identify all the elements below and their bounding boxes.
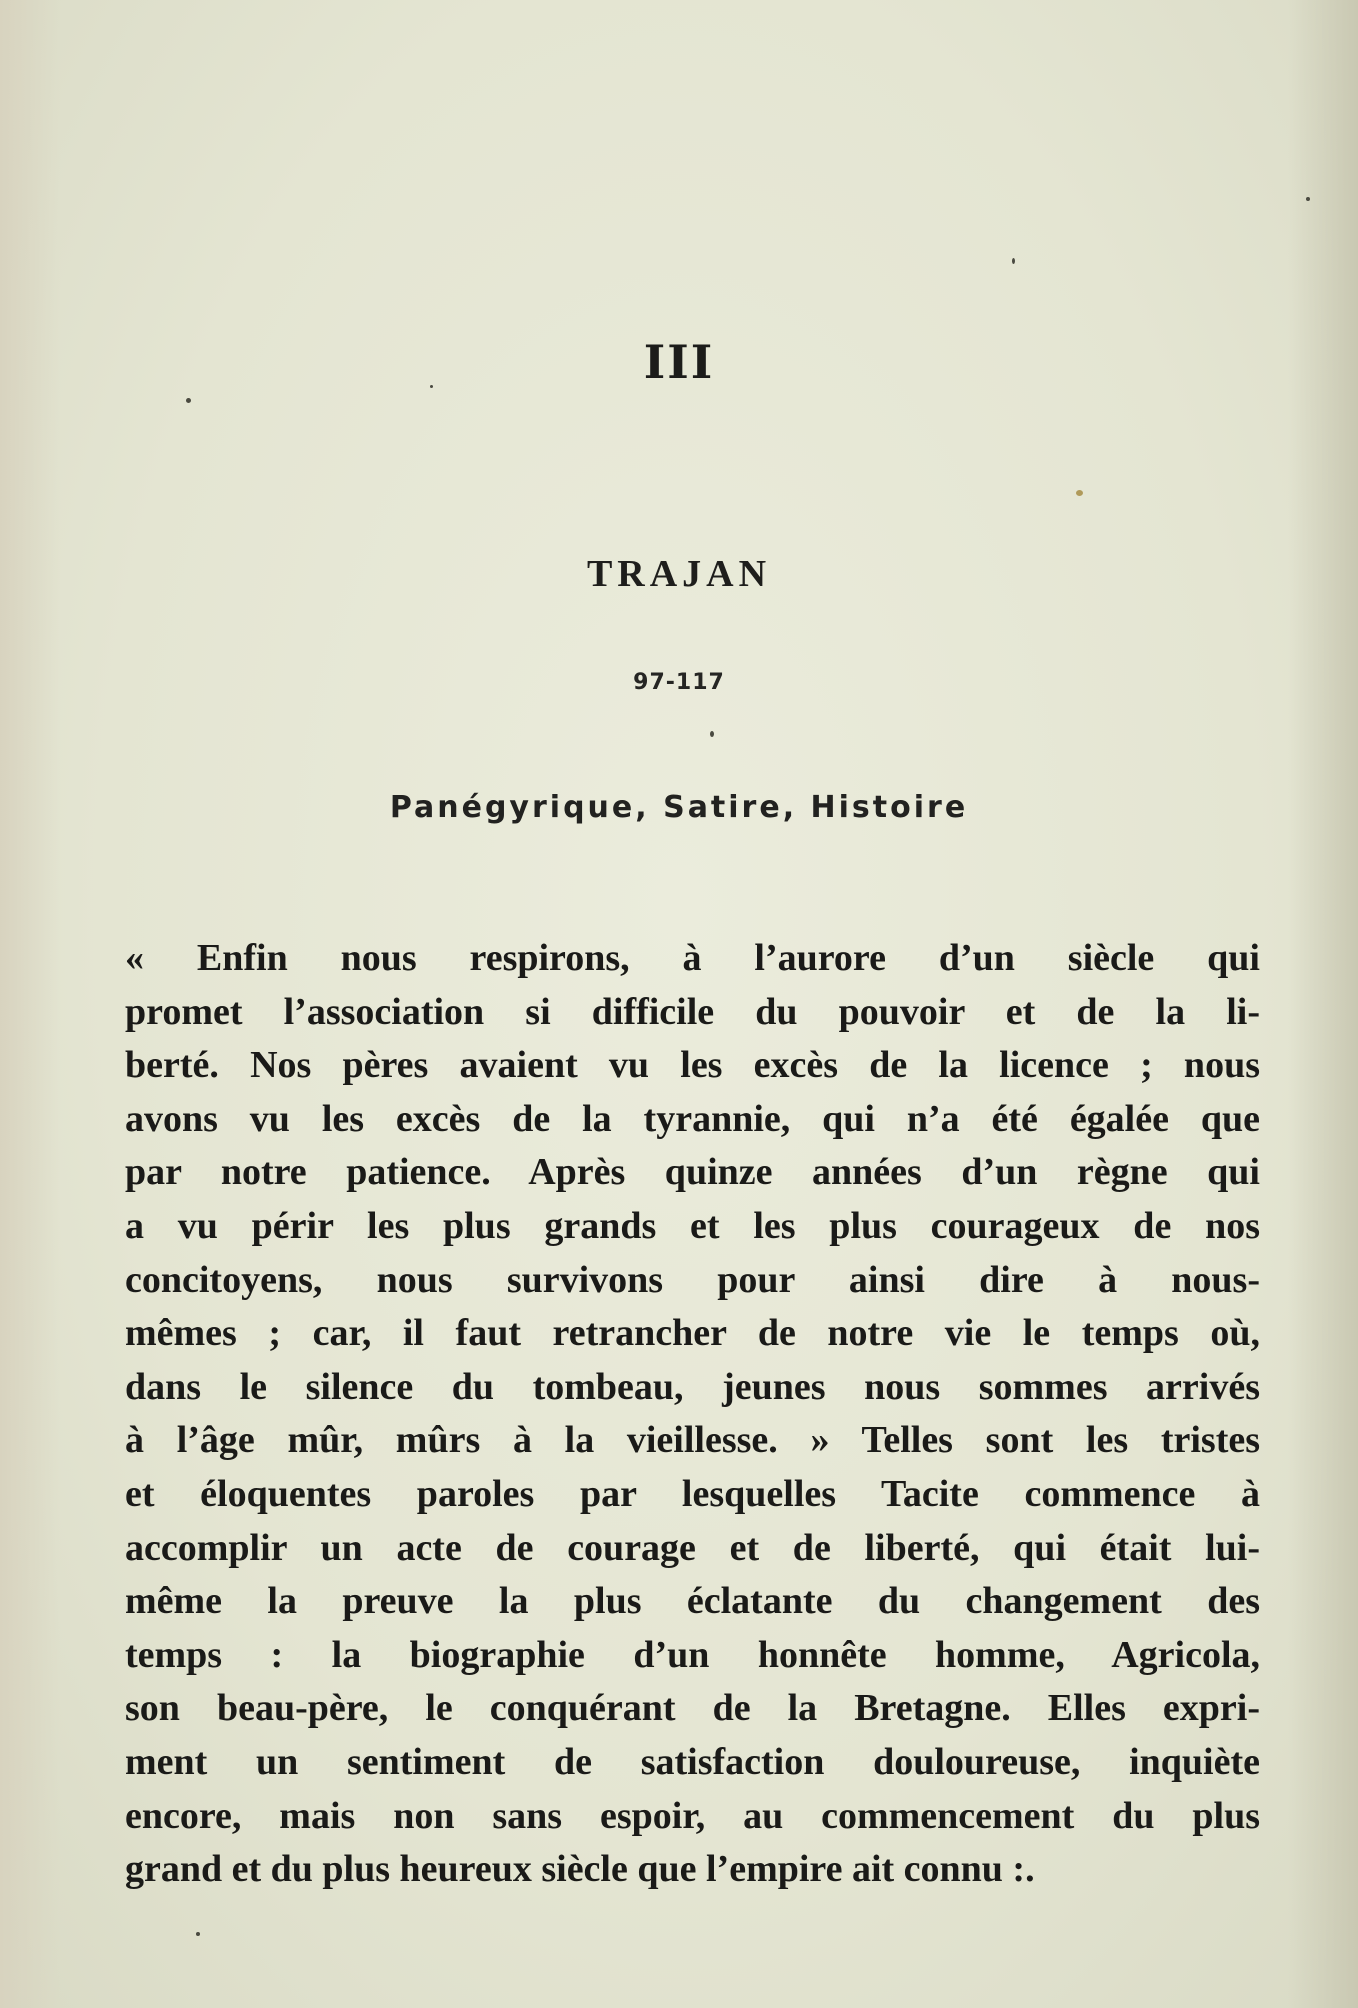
text-line: dans le silence du tombeau, jeunes nous sommes arrivés: [125, 1365, 1260, 1408]
text-line: concitoyens, nous survivons pour ainsi dire à nous-: [125, 1258, 1260, 1301]
text-line: grand et du plus heureux siècle que l’empire ait connu :.: [125, 1848, 1035, 1891]
text-line: mêmes ; car, il faut retrancher de notre vie le temps où,: [125, 1312, 1260, 1355]
paper-speck: [710, 731, 714, 737]
text-line: même la preuve la plus éclatante du changement des: [125, 1580, 1260, 1623]
text-line: « Enfin nous respirons, à l’aurore d’un siècle qui: [125, 937, 1260, 979]
text-line: par notre patience. Après quinze années d’un règne qui: [125, 1151, 1260, 1194]
body-paragraph: [125, 932, 1260, 1897]
text-line: son beau-père, le conquérant de la Bretagne. Elles expri-: [125, 1687, 1260, 1730]
text-line: avons vu les excès de la tyrannie, qui n’a été égalée que: [125, 1097, 1260, 1140]
page-right-edge-shadow: [1288, 0, 1358, 2008]
paper-speck: [186, 398, 191, 403]
text-line: ment un sentiment de satisfaction douloureuse, inquiète: [125, 1740, 1260, 1783]
chapter-dates: 97-117: [633, 670, 725, 695]
text-line: berté. Nos pères avaient vu les excès de la licence ; nous: [125, 1044, 1260, 1087]
text-line: encore, mais non sans espoir, au commencement du plus: [125, 1794, 1260, 1837]
paper-speck: [1076, 490, 1083, 496]
text-line: accomplir un acte de courage et de liberté, qui était lui-: [125, 1526, 1260, 1569]
paper-speck: [1012, 258, 1015, 264]
chapter-number: III: [643, 335, 715, 389]
text-line: promet l’association si difficile du pouvoir et de la li-: [125, 990, 1260, 1033]
paper-speck: [1306, 197, 1310, 201]
text-line: et éloquentes paroles par lesquelles Tacite commence à: [125, 1472, 1260, 1515]
text-line: a vu périr les plus grands et les plus courageux de nos: [125, 1204, 1260, 1247]
chapter-subtitle: Panégyrique, Satire, Histoire: [389, 790, 969, 825]
paper-speck: [196, 1932, 200, 1936]
page-left-edge-shadow: [0, 0, 60, 2008]
text-line: à l’âge mûr, mûrs à la vieillesse. » Telles sont les tristes: [125, 1419, 1260, 1462]
text-line: temps : la biographie d’un honnête homme, Agricola,: [125, 1633, 1260, 1676]
paper-speck: [430, 385, 433, 388]
chapter-title: TRAJAN: [586, 553, 772, 595]
